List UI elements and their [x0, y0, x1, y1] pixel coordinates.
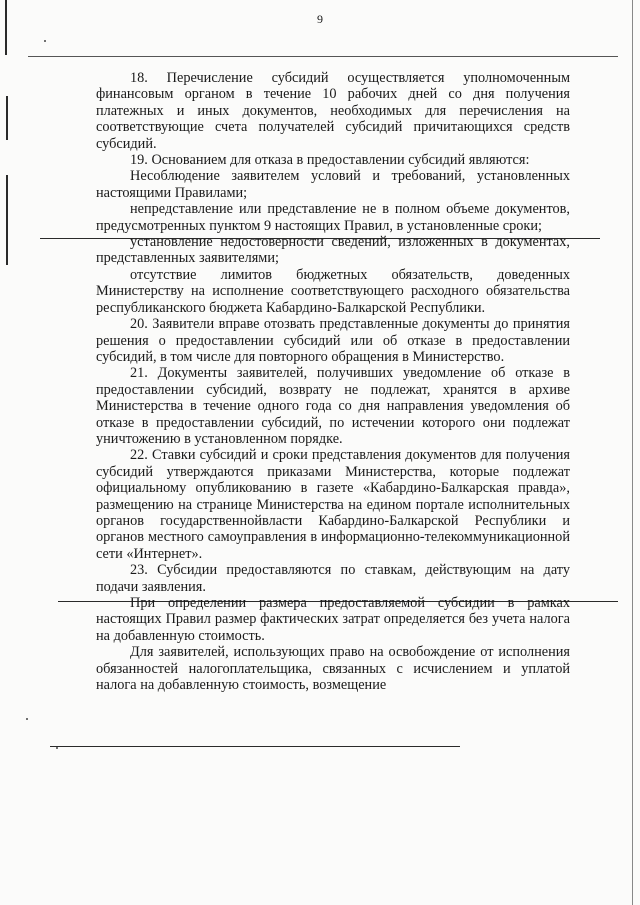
paragraph-19-item-3: установление недостоверности сведений, изложенных в документах, представленных заявителями;	[96, 234, 570, 267]
scan-line-top	[28, 56, 618, 57]
paragraph-19-item-1: Несоблюдение заявителем условий и требований, установленных настоящими Правилами;	[96, 168, 570, 201]
paragraph-23-vat-rule: При определении размера предоставляемой субсидии в рамках настоящих Правил размер фактических затрат определяется без учета налога на добавленную стоимость.	[96, 595, 570, 644]
paragraph-19: 19. Основанием для отказа в предоставлении субсидий являются:	[130, 152, 530, 169]
paragraph-18: 18. Перечисление субсидий осуществляется уполномоченным финансовым органом в течение 10 рабочих дней со дня получения платежных и иных документов, необходимых для перечисления на соответствующие счета получателей субсидий причитающихся средств субсидий.	[96, 70, 570, 152]
scan-speck-2	[56, 747, 58, 749]
paragraph-19-item-2: непредставление или представление не в полном объеме документов, предусмотренных пунктом 9 настоящих Правил, в установленные сроки;	[96, 201, 570, 234]
paragraph-19-item-4: отсутствие лимитов бюджетных обязательств, доведенных Министерству на исполнение соответствующего расходного обязательства республиканского бюджета Кабардино-Балкарской Республики.	[96, 266, 570, 316]
page-number: 9	[317, 12, 323, 26]
scan-edge-right	[632, 0, 633, 905]
scan-edge-left-3	[6, 175, 8, 265]
paragraph-22: 22. Ставки субсидий и сроки представления документов для получения субсидий утверждаются приказами Министерства, которые подлежат официальному опубликованию в газете «Кабардино-Балкарская правда», размещению на странице Министерства на едином портале исполнительных органов государственнойвласти Кабардино-Балкарской Республики и органов местного самоуправления в информационно-телекоммуникационной сети «Интернет».	[96, 447, 570, 562]
scan-edge-left-2	[6, 96, 8, 140]
scan-edge-left-1	[5, 0, 7, 55]
paragraph-21: 21. Документы заявителей, получивших уведомление об отказе в предоставлении субсидий, возврату не подлежат, хранятся в архиве Министерства в течение одного года со дня направления уведомления об отказе в предоставлении субсидий, по истечении которого они подлежат уничтожению в установленном порядке.	[96, 365, 570, 447]
scan-speck-3	[26, 718, 28, 720]
scan-speck-1	[44, 40, 46, 42]
paragraph-20: 20. Заявители вправе отозвать представленные документы до принятия решения о предоставлении субсидий или об отказе в предоставлении субсидий, в том числе для повторного обращения в Министерство.	[96, 316, 570, 365]
document-body	[96, 70, 570, 693]
scan-line-3	[50, 746, 460, 747]
paragraph-23-vat-exempt: Для заявителей, использующих право на освобождение от исполнения обязанностей налогоплательщика, связанных с исчислением и уплатой налога на добавленную стоимость, возмещение	[96, 644, 570, 694]
paragraph-23: 23. Субсидии предоставляются по ставкам, действующим на дату подачи заявления.	[96, 562, 570, 595]
